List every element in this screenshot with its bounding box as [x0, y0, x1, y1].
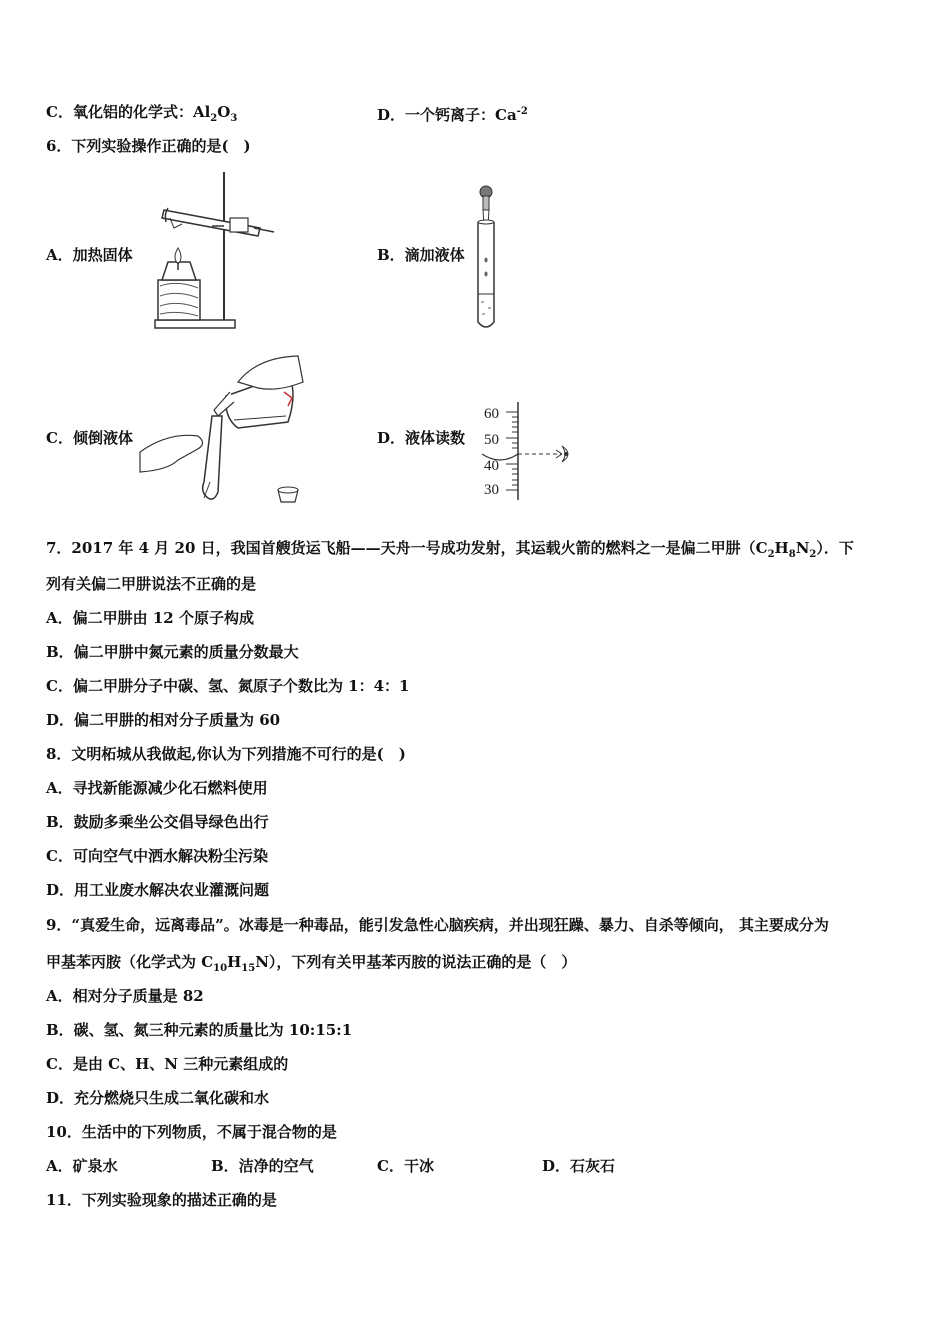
heating-solid-figure: [150, 168, 280, 330]
q8-option-a: A．寻找新能源减少化石燃料使用: [46, 779, 268, 797]
q6-option-d: D．液体读数: [377, 429, 466, 447]
liquid-reading-figure: [478, 400, 578, 502]
q7-option-d: D．偏二甲肼的相对分子质量为 60: [46, 711, 281, 729]
q7-stem-line2: 列有关偏二甲肼说法不正确的是: [46, 575, 257, 593]
q9-stem-line1: 9．“真爱生命，远离毒品”。冰毒是一种毒品，能引发急性心脑疾病，并出现狂躁、暴力、自杀等倾向， 其主要成分为: [46, 916, 829, 934]
q9-stem-line2: 甲基苯丙胺（化学式为 $C_{10}H_{15}N$），下列有关甲基苯丙胺的说法正确的是（ ）: [46, 953, 577, 974]
q7-option-a: A．偏二甲肼由 12 个原子构成: [46, 609, 254, 627]
q10-option-d: D．石灰石: [542, 1157, 616, 1175]
scale-label-50: 50: [484, 432, 499, 448]
q10-stem: 10．生活中的下列物质，不属于混合物的是: [46, 1123, 337, 1141]
dropping-liquid-figure: [466, 182, 506, 332]
q11-stem: 11．下列实验现象的描述正确的是: [46, 1191, 277, 1209]
q9-option-a: A．相对分子质量是 82: [46, 987, 204, 1005]
q10-option-a: A．矿泉水: [46, 1157, 118, 1175]
q9-option-c: C．是由 C、H、N 三种元素组成的: [46, 1055, 289, 1073]
q5-option-c: C．氧化铝的化学式：$Al_2O_3$: [46, 103, 238, 124]
q7-option-c: C．偏二甲肼分子中碳、氢、氮原子个数比为 1：4：1: [46, 677, 410, 695]
q6-option-c: C．倾倒液体: [46, 429, 133, 447]
scale-label-40: 40: [484, 458, 499, 474]
q8-option-c: C．可向空气中洒水解决粉尘污染: [46, 847, 268, 865]
scale-label-60: 60: [484, 406, 499, 422]
q8-stem: 8．文明柘城从我做起,你认为下列措施不可行的是( ): [46, 745, 406, 763]
pouring-liquid-figure: [138, 352, 313, 507]
q8-option-b: B．鼓励多乘坐公交倡导绿色出行: [46, 813, 269, 831]
q10-option-b: B．洁净的空气: [211, 1157, 314, 1175]
q6-stem: 6．下列实验操作正确的是( ): [46, 137, 251, 155]
q6-option-b: B．滴加液体: [377, 246, 465, 264]
q6-option-a: A．加热固体: [46, 246, 133, 264]
q8-option-d: D．用工业废水解决农业灌溉问题: [46, 881, 270, 899]
q7-stem-line1: 7．2017 年 4 月 20 日，我国首艘货运飞船——天舟一号成功发射，其运载火箭的燃料之一是偏二甲肼$(C_2H_8N_2)$．下: [46, 539, 854, 560]
q5-option-d: D．一个钙离子：$Ca^{-2}$: [377, 106, 528, 124]
q9-option-b: B．碳、氢、氮三种元素的质量比为 10:15:1: [46, 1021, 353, 1039]
q9-option-d: D．充分燃烧只生成二氧化碳和水: [46, 1089, 270, 1107]
scale-label-30: 30: [484, 482, 499, 498]
q7-option-b: B．偏二甲肼中氮元素的质量分数最大: [46, 643, 299, 661]
q10-option-c: C．干冰: [377, 1157, 434, 1175]
